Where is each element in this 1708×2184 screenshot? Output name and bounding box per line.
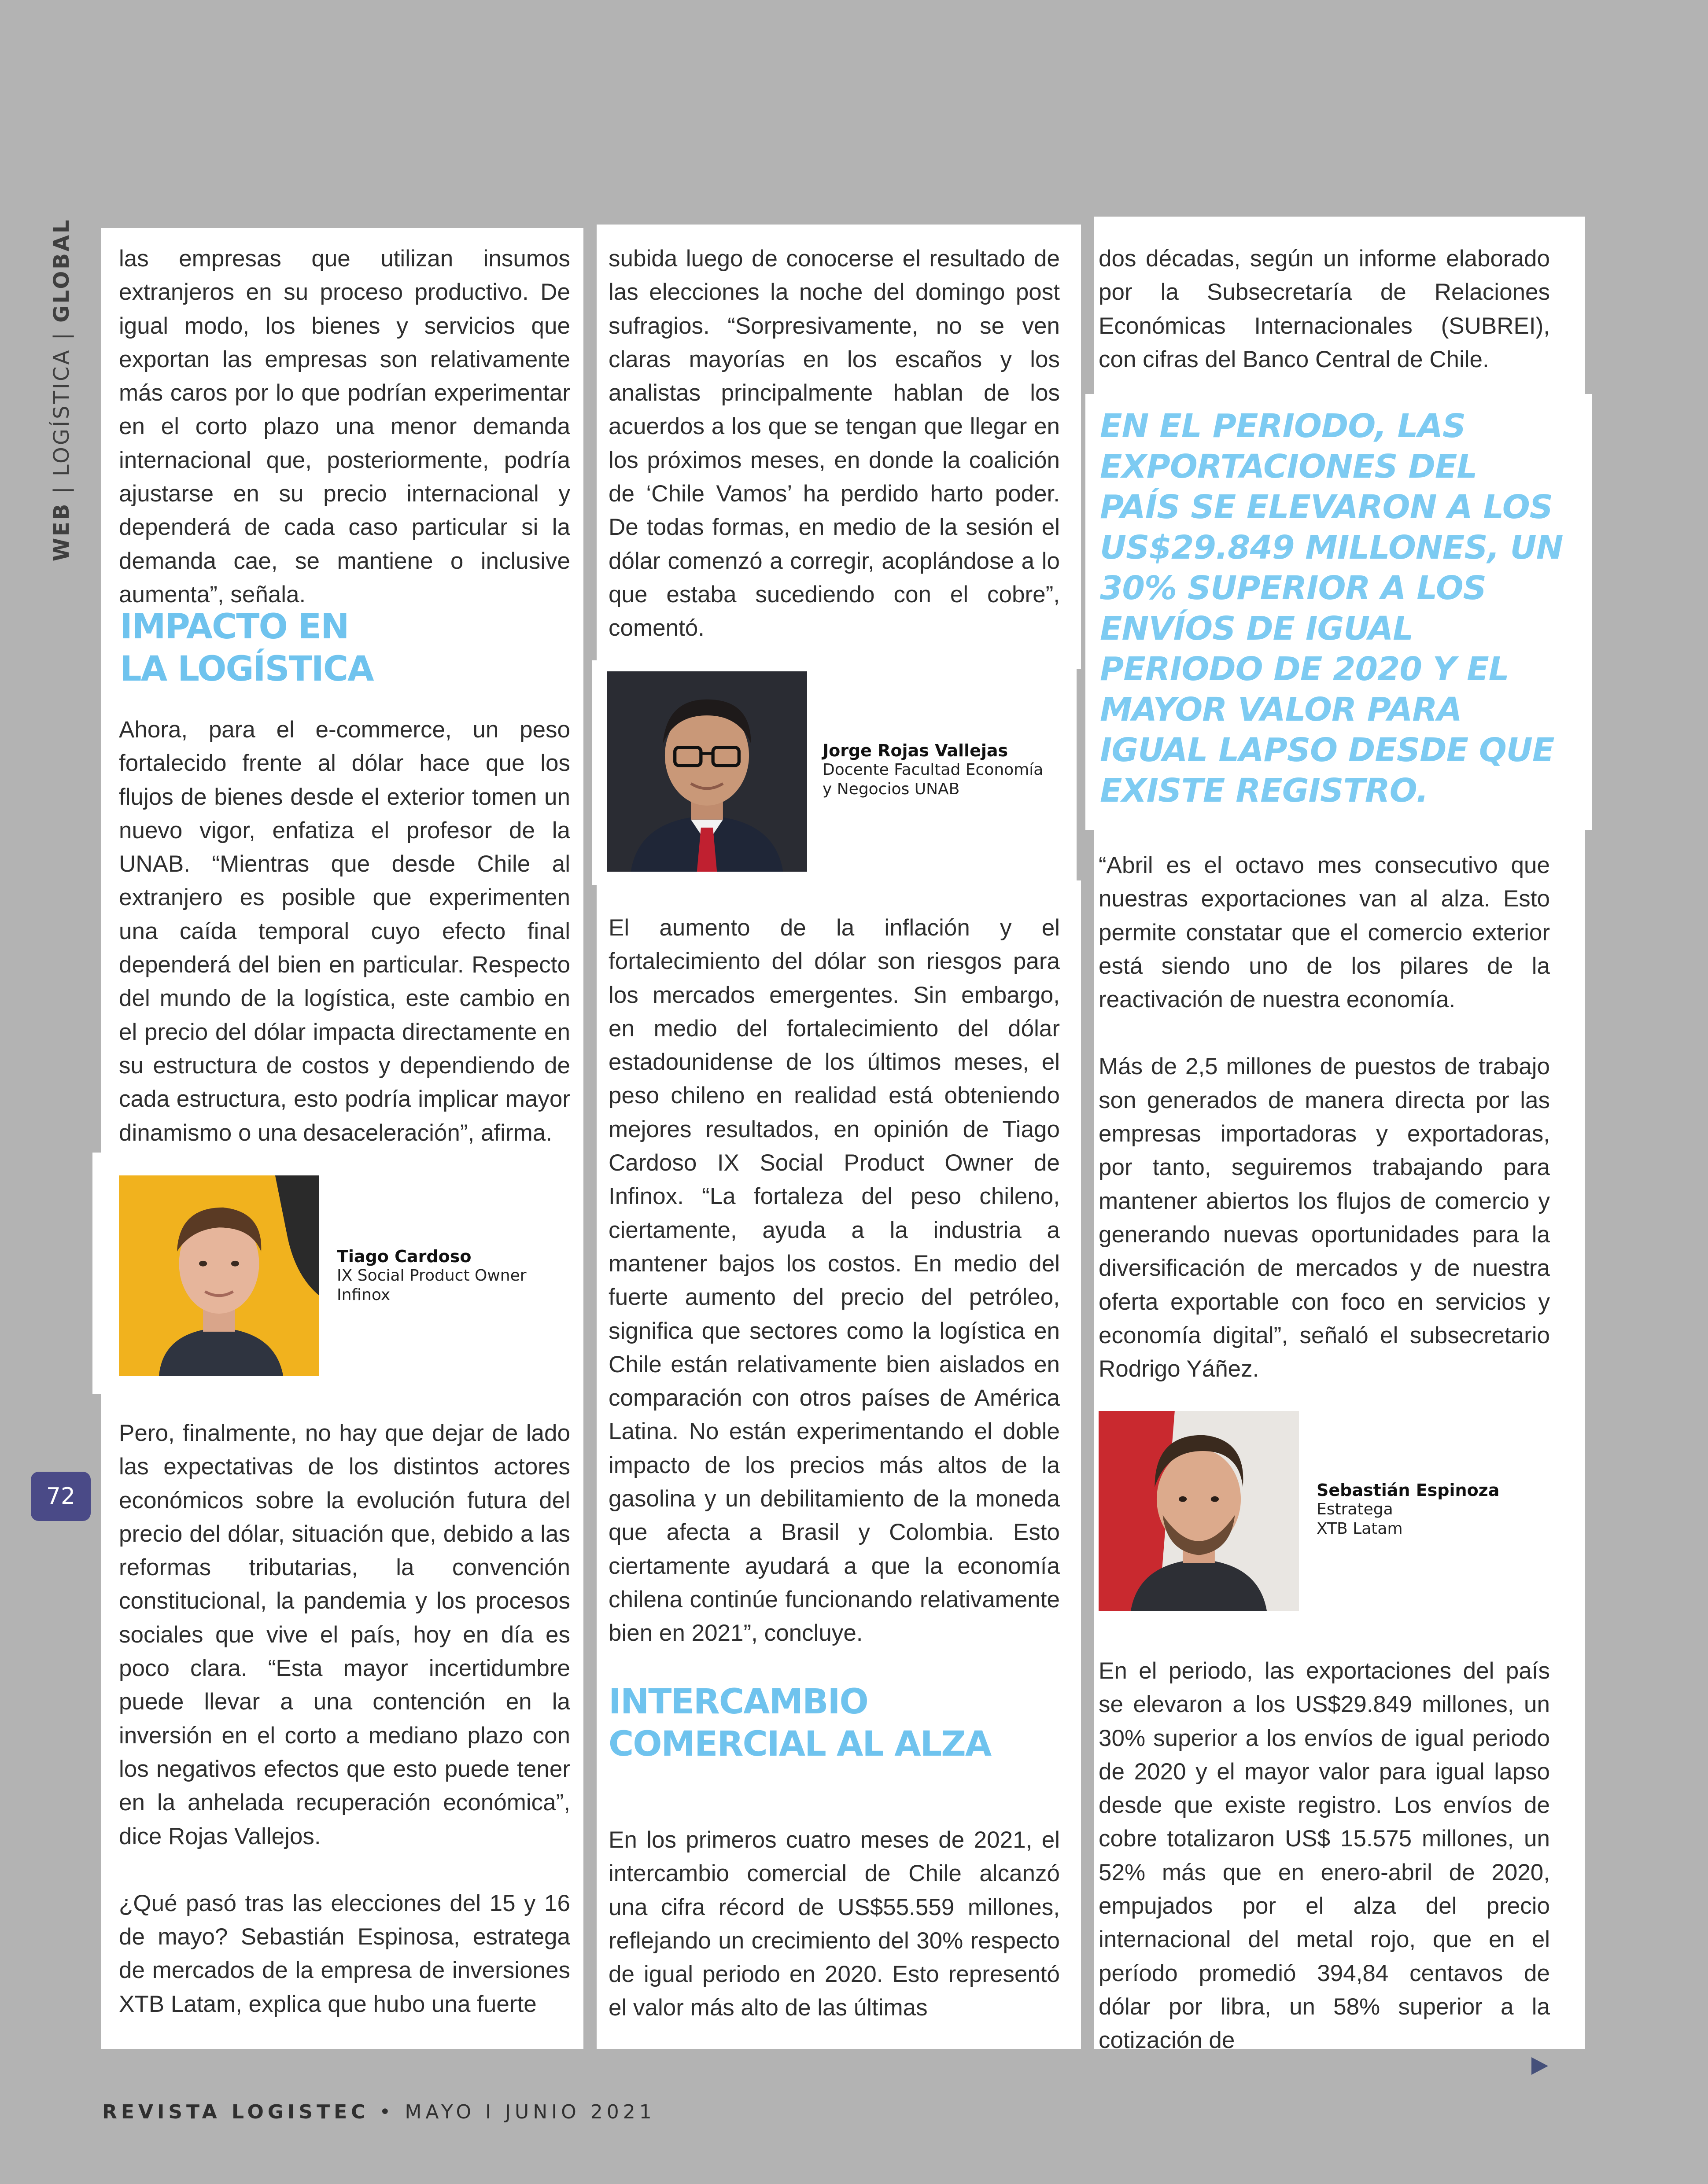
profile-sebastian-espinoza (1099, 1411, 1565, 1613)
paragraph: En el periodo, las exportaciones del país se elevaron a los US$29.849 millones, un 30% superior a los envíos de igual periodo de 2020 y el mayor valor para igual lapso desde que existe registro. Los envíos de cobre totalizaron US$ 15.575 millones, un 52% más que en enero-abril de 2020, empujados por el alza del precio internacional del metal rojo, que en el período promedió 394,84 centavos de dólar por libra, un 58% superior a la cotización de (1099, 1658, 1550, 2054)
paragraph: “Abril es el octavo mes consecutivo que nuestras exportaciones van al alza. Esto permite constatar que el comercio exterior está siendo uno de los pilares de la reactivación de nuestra economía. (1099, 852, 1550, 1013)
paragraph: dos décadas, según un informe elaborado por la Subsecretaría de Relaciones Económicas Internacionales (SUBREI), con cifras del Banco Central de Chile. (1099, 246, 1550, 372)
portrait-sebastian-espinoza (1099, 1411, 1299, 1611)
footer-publication: REVISTA LOGISTEC • MAYO I JUNIO 2021 (102, 2101, 656, 2123)
next-page-arrow-icon (1531, 2057, 1548, 2075)
heading-intercambio-comercial: INTERCAMBIO COMERCIAL AL ALZA (609, 1682, 991, 1764)
column-3-text-c (1099, 1654, 1550, 2054)
paragraph: subida luego de conocerse el resultado de las elecciones la noche del domingo post sufragios. “Sorpresivamente, no se ven claras mayorías en los escaños y los analistas principalmente hablan de los acuerdos a los que se tengan que llegar en los próximos meses, en donde la coalición de ‘Chile Vamos’ ha perdido harto poder. De todas formas, en medio de la sesión el dólar comenzó a corregir, acoplándose a lo que estaba sucediendo con el cobre”, comentó. (609, 246, 1060, 641)
paragraph: Pero, finalmente, no hay que dejar de lado las expectativas de los distintos actores económicos sobre la evolución futura del precio del dólar, situación que, debido a las reformas tributarias, la convención constitucional, la pandemia y los procesos sociales que vive el país, hoy en día es poco clara. “Esta mayor incertidumbre puede llevar a una contención en la inversión en el corto a mediano plazo con los negativos efectos que esto puede tener en la anhelada recuperación económica”, dice Rojas Vallejos. (119, 1420, 570, 1849)
page-number-badge: 72 (31, 1472, 91, 1521)
column-2-text-a (609, 242, 1060, 649)
paragraph: ¿Qué pasó tras las elecciones del 15 y 16 de mayo? Sebastián Espinosa, estratega de mercados de la empresa de inversiones XTB Latam, explica que hubo una fuerte (119, 1890, 570, 2017)
column-2-text-c (609, 1823, 1060, 2039)
profile-name: Tiago Cardoso (337, 1247, 472, 1266)
paragraph: El aumento de la inflación y el fortalecimiento del dólar son riesgos para los mercados emergentes. Sin embargo, en medio del fortalecimiento del dólar estadounidense de los últimos meses, el peso chileno en realidad está obteniendo mejores resultados, en opinión de Tiago Cardoso IX Social Product Owner de Infinox. “La fortaleza del peso chileno, ciertamente, ayuda a la industria a mantener bajos los costos. En medio del fuerte aumento del precio del petróleo, significa que sectores como la logística en Chile están relativamente bien aislados en comparación con otros países de América Latina. No están experimentando el doble impacto de los precios más altos de la gasolina y un debilitamiento de la moneda que afecta a Brasil y Colombia. Esto ciertamente ayudará a que la economía chilena continúe funcionando relativamente bien en 2021”, concluye. (609, 915, 1060, 1646)
portrait-photo (119, 1175, 319, 1376)
column-2-text-b (609, 911, 1060, 1660)
column-1-text-b (119, 713, 570, 1149)
paragraph: las empresas que utilizan insumos extranjeros en su proceso productivo. De igual modo, los bienes y servicios que exportan las empresas son relativamente más caros por lo que podrían experimentar en el corto plazo una menor demanda internacional que, posteriormente, podría ajustarse en su precio internacional y dependerá de cada caso particular si la demanda cae, se mantiene o inclusive aumenta”, señala. (119, 246, 570, 608)
heading-impacto-logistica: IMPACTO EN LA LOGÍSTICA (120, 607, 373, 689)
profile-role: Estratega XTB Latam (1317, 1500, 1403, 1538)
profile-name: Jorge Rojas Vallejas (823, 741, 1008, 760)
column-1-text-a (119, 242, 570, 608)
paragraph: Más de 2,5 millones de puestos de trabajo son generados de manera directa por las empresas importadoras y exportadoras, por tanto, seguiremos trabajando para mantener abiertos los flujos de comercio y generando nuevas oportunidades para la diversificación de mercados y de nuestra oferta exportable con foco en servicios y economía digital”, señaló el subsecretario Rodrigo Yáñez. (1099, 1053, 1550, 1382)
profile-role: IX Social Product Owner Infinox (337, 1267, 527, 1304)
portrait-photo (1099, 1411, 1299, 1611)
column-1-text-c (119, 1417, 570, 2042)
profile-jorge-rojas-vallejas (607, 671, 1069, 874)
portrait-photo (607, 671, 807, 872)
profile-tiago-cardoso (119, 1175, 568, 1378)
paragraph: Ahora, para el e-commerce, un peso fortalecido frente al dólar hace que los flujos de bienes desde el exterior tomen un nuevo vigor, enfatiza el profesor de la UNAB. “Mientras que desde Chile al extranjero es posible que experimenten una caída temporal cuyo efecto final dependerá del bien en particular. Respecto del mundo de la logística, este cambio en el precio del dólar impacta directamente en su estructura de costos y dependiendo de cada estructura, esto podría implicar mayor dinamismo o una desaceleración”, afirma. (119, 717, 570, 1146)
profile-name: Sebastián Espinoza (1317, 1481, 1500, 1500)
column-3-text-a (1099, 242, 1550, 383)
portrait-tiago-cardoso (119, 1175, 319, 1376)
column-3-text-b (1099, 849, 1550, 1392)
profile-role: Docente Facultad Economía y Negocios UNAB (823, 761, 1044, 798)
pull-quote: EN EL PERIODO, LAS EXPORTACIONES DEL PAÍS SE ELEVARON A LOS US$29.849 MILLONES, UN 30% SUPERIOR A LOS ENVÍOS DE IGUAL PERIODO DE 2020 Y EL MAYOR VALOR PARA IGUAL LAPSO DESDE QUE EXISTE REGISTRO. (1100, 407, 1563, 810)
portrait-jorge-rojas-vallejas (607, 671, 807, 872)
paragraph: En los primeros cuatro meses de 2021, el intercambio comercial de Chile alcanzó una cifra récord de US$55.559 millones, reflejando un crecimiento del 30% respecto de igual periodo en 2020. Esto representó el valor más alto de las últimas (609, 1827, 1060, 2021)
section-label: WEB | LOGÍSTICA | GLOBAL (49, 218, 74, 561)
